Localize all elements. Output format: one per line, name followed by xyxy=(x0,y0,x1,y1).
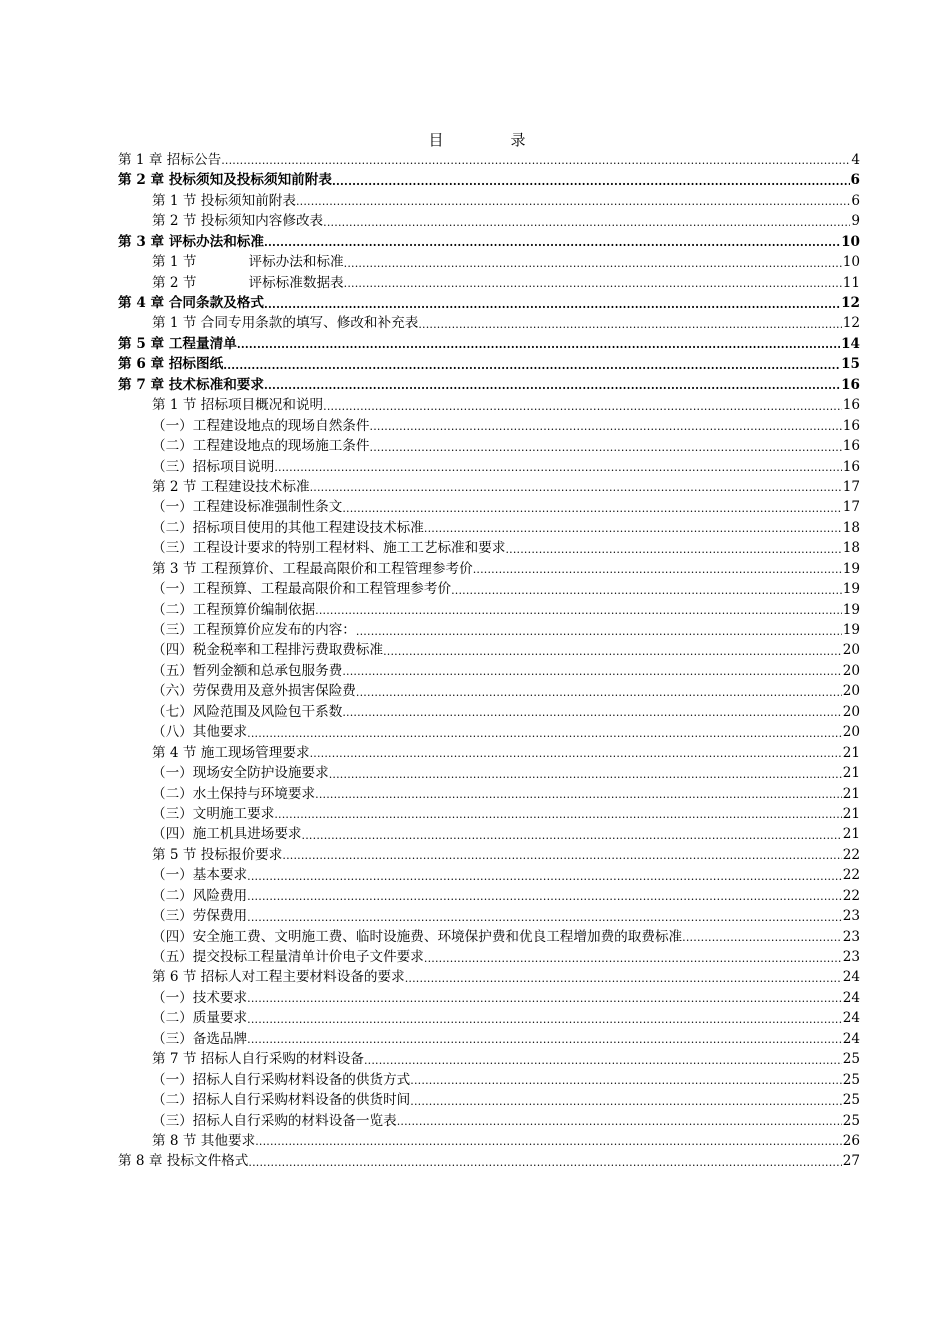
toc-dot-leader xyxy=(282,847,841,865)
toc-dot-leader xyxy=(247,990,842,1008)
toc-dot-leader xyxy=(310,479,842,497)
toc-entry[interactable] xyxy=(118,416,860,436)
toc-entry-label: （三）工程预算价应发布的内容： xyxy=(152,622,356,639)
toc-dot-leader xyxy=(418,316,841,334)
toc-entry-label: （五）提交投标工程量清单计价电子文件要求 xyxy=(152,949,424,966)
toc-entry-label: （一）招标人自行采购材料设备的供货方式 xyxy=(152,1071,411,1088)
toc-entry-label: （二）招标项目使用的其他工程建设技术标准 xyxy=(152,519,424,536)
toc-entry[interactable] xyxy=(118,886,860,906)
toc-entry-label: （一）现场安全防护设施要求 xyxy=(152,765,329,782)
toc-page-number: 18 xyxy=(842,519,860,536)
toc-entry[interactable] xyxy=(118,497,860,517)
toc-dot-leader xyxy=(397,1113,842,1131)
toc-entry-label: 第 7 节 招标人自行采购的材料设备 xyxy=(152,1051,364,1068)
toc-entry[interactable] xyxy=(118,252,860,272)
toc-page-number: 21 xyxy=(842,744,860,761)
toc-entry-label: （二）质量要求 xyxy=(152,1010,248,1027)
toc-entry-label: 第 1 节 投标须知前附表 xyxy=(152,192,296,209)
toc-page-number: 6 xyxy=(851,192,860,209)
toc-entry-label: 第 2 章 投标须知及投标须知前附表 xyxy=(118,172,332,189)
toc-entry[interactable] xyxy=(118,743,860,763)
toc-page-number: 23 xyxy=(842,949,860,966)
toc-entry-label: 第 5 章 工程量清单 xyxy=(118,335,237,352)
toc-dot-leader xyxy=(342,704,841,722)
toc-entry[interactable] xyxy=(118,477,860,497)
toc-dot-leader xyxy=(310,745,842,763)
toc-dot-leader xyxy=(302,827,842,845)
toc-page-number: 19 xyxy=(842,581,860,598)
toc-dot-leader xyxy=(342,663,841,681)
toc-dot-leader xyxy=(344,255,842,273)
toc-dot-leader xyxy=(329,766,842,784)
toc-dot-leader xyxy=(274,806,841,824)
toc-entry-label: 第 3 节 工程预算价、工程最高限价和工程管理参考价 xyxy=(152,560,473,577)
toc-page-number: 25 xyxy=(842,1051,860,1068)
toc-entry-label: 第 3 章 评标办法和标准 xyxy=(118,233,264,250)
toc-dot-leader xyxy=(682,929,842,947)
toc-entry-label: （一）工程建设标准强制性条文 xyxy=(152,499,343,516)
toc-entry-label: （一）工程建设地点的现场自然条件 xyxy=(152,417,370,434)
toc-dot-leader xyxy=(247,909,842,927)
toc-entry-label: （七）风险范围及风险包干系数 xyxy=(152,703,343,720)
toc-entry-label: 第 2 节 评标标准数据表 xyxy=(152,274,344,291)
toc-page-number: 26 xyxy=(842,1132,860,1149)
toc-dot-leader xyxy=(424,520,842,538)
toc-entry-label: 第 8 章 投标文件格式 xyxy=(118,1153,249,1170)
toc-entry[interactable] xyxy=(118,375,860,395)
toc-entry-label: 第 1 节 评标办法和标准 xyxy=(152,254,344,271)
toc-entry-label: 第 8 节 其他要求 xyxy=(152,1132,256,1149)
toc-dot-leader xyxy=(247,1011,842,1029)
table-of-contents xyxy=(118,150,860,1172)
toc-entry[interactable] xyxy=(118,293,860,313)
toc-page-number: 6 xyxy=(850,172,860,189)
toc-entry-label: 第 2 节 工程建设技术标准 xyxy=(152,478,310,495)
toc-entry-label: 第 6 章 招标图纸 xyxy=(118,356,224,373)
toc-page-number: 21 xyxy=(842,785,860,802)
toc-page-number: 19 xyxy=(842,560,860,577)
toc-entry[interactable] xyxy=(118,1090,860,1110)
toc-entry[interactable] xyxy=(118,1131,860,1151)
toc-entry-label: 第 1 章 招标公告 xyxy=(118,151,222,168)
toc-dot-leader xyxy=(255,1133,842,1151)
toc-entry-label: 第 2 节 投标须知内容修改表 xyxy=(152,213,324,230)
toc-entry[interactable] xyxy=(118,600,860,620)
toc-page-number: 23 xyxy=(842,928,860,945)
toc-entry[interactable] xyxy=(118,436,860,456)
toc-entry[interactable] xyxy=(118,906,860,926)
toc-entry[interactable] xyxy=(118,579,860,599)
toc-entry[interactable] xyxy=(118,1111,860,1131)
toc-entry-label: （三）招标项目说明 xyxy=(152,458,275,475)
toc-dot-leader xyxy=(370,418,842,436)
toc-page-number: 20 xyxy=(842,683,860,700)
toc-entry[interactable] xyxy=(118,702,860,722)
toc-dot-leader xyxy=(332,173,850,191)
toc-entry-label: 第 4 章 合同条款及格式 xyxy=(118,295,264,312)
toc-page-number: 24 xyxy=(842,969,860,986)
toc-dot-leader xyxy=(505,541,841,559)
toc-dot-leader xyxy=(264,377,840,395)
toc-page-number: 16 xyxy=(841,376,860,393)
toc-page-number: 23 xyxy=(842,908,860,925)
toc-dot-leader xyxy=(364,1052,842,1070)
toc-page-number: 24 xyxy=(842,1010,860,1027)
toc-entry-label: 第 5 节 投标报价要求 xyxy=(152,846,283,863)
toc-entry[interactable] xyxy=(118,314,860,334)
toc-entry[interactable] xyxy=(118,784,860,804)
toc-dot-leader xyxy=(383,643,842,661)
toc-dot-leader xyxy=(247,725,842,743)
toc-dot-leader xyxy=(315,602,842,620)
toc-entry-label: 第 4 节 施工现场管理要求 xyxy=(152,744,310,761)
toc-dot-leader xyxy=(370,439,842,457)
toc-entry-label: （一）基本要求 xyxy=(152,867,248,884)
toc-dot-leader xyxy=(424,950,842,968)
toc-dot-leader xyxy=(405,970,842,988)
toc-entry[interactable] xyxy=(118,620,860,640)
toc-entry-label: （四）税金税率和工程排污费取费标准 xyxy=(152,642,384,659)
toc-entry-label: （二）风险费用 xyxy=(152,887,248,904)
toc-entry[interactable] xyxy=(118,395,860,415)
toc-page-number: 16 xyxy=(842,438,860,455)
toc-entry-label: （三）备选品牌 xyxy=(152,1030,248,1047)
toc-page-number: 20 xyxy=(842,662,860,679)
toc-entry[interactable] xyxy=(118,191,860,211)
toc-dot-leader xyxy=(247,888,842,906)
toc-entry-label: 第 6 节 招标人对工程主要材料设备的要求 xyxy=(152,969,405,986)
toc-entry[interactable] xyxy=(118,804,860,824)
toc-page-number: 24 xyxy=(842,1030,860,1047)
toc-page-number: 19 xyxy=(842,601,860,618)
toc-entry-label: （四）施工机具进场要求 xyxy=(152,826,302,843)
toc-page-number: 15 xyxy=(841,356,860,373)
toc-dot-leader xyxy=(247,868,842,886)
toc-dot-leader xyxy=(410,1093,841,1111)
toc-entry[interactable] xyxy=(118,1070,860,1090)
toc-entry[interactable] xyxy=(118,150,860,170)
toc-page-number: 20 xyxy=(842,703,860,720)
toc-entry-label: 第 1 节 招标项目概况和说明 xyxy=(152,397,324,414)
toc-entry[interactable] xyxy=(118,354,860,374)
toc-entry[interactable] xyxy=(118,845,860,865)
toc-entry[interactable] xyxy=(118,1008,860,1028)
toc-page-number: 25 xyxy=(842,1092,860,1109)
toc-page-number: 24 xyxy=(842,989,860,1006)
toc-page-number: 22 xyxy=(842,867,860,884)
toc-entry[interactable] xyxy=(118,232,860,252)
toc-entry-label: （三）劳保费用 xyxy=(152,908,248,925)
toc-page-number: 10 xyxy=(841,233,860,250)
toc-dot-leader xyxy=(264,296,840,314)
toc-page-number: 22 xyxy=(842,846,860,863)
toc-entry[interactable] xyxy=(118,1029,860,1049)
toc-entry[interactable] xyxy=(118,559,860,579)
toc-entry-label: （二）工程建设地点的现场施工条件 xyxy=(152,438,370,455)
toc-entry[interactable] xyxy=(118,1151,860,1171)
toc-page-number: 25 xyxy=(842,1112,860,1129)
toc-entry-label: （一）技术要求 xyxy=(152,989,248,1006)
toc-page-number: 9 xyxy=(851,213,860,230)
toc-dot-leader xyxy=(451,582,842,600)
toc-title: 目 录 xyxy=(428,131,552,149)
toc-entry-label: 第 1 节 合同专用条款的填写、修改和补充表 xyxy=(152,315,419,332)
toc-dot-leader xyxy=(247,1031,842,1049)
toc-dot-leader xyxy=(323,214,850,232)
toc-page-number: 21 xyxy=(842,765,860,782)
toc-entry[interactable] xyxy=(118,273,860,293)
toc-page-number: 27 xyxy=(842,1153,860,1170)
toc-page-number: 25 xyxy=(842,1071,860,1088)
toc-page-number: 18 xyxy=(842,540,860,557)
toc-entry[interactable] xyxy=(118,538,860,558)
toc-page-number: 16 xyxy=(842,397,860,414)
toc-page-number: 19 xyxy=(842,622,860,639)
toc-entry[interactable] xyxy=(118,518,860,538)
toc-entry[interactable] xyxy=(118,968,860,988)
toc-entry[interactable] xyxy=(118,641,860,661)
toc-dot-leader xyxy=(356,623,842,641)
toc-page-number: 16 xyxy=(842,417,860,434)
toc-page-number: 17 xyxy=(842,499,860,516)
toc-page-number: 21 xyxy=(842,826,860,843)
toc-page-number: 16 xyxy=(842,458,860,475)
toc-entry[interactable] xyxy=(118,170,860,190)
toc-page-number: 20 xyxy=(842,642,860,659)
toc-page-number: 4 xyxy=(851,151,860,168)
toc-entry-label: （三）招标人自行采购的材料设备一览表 xyxy=(152,1112,397,1129)
toc-dot-leader xyxy=(274,459,841,477)
toc-dot-leader xyxy=(223,357,840,375)
toc-dot-leader xyxy=(221,152,850,170)
toc-page-number: 11 xyxy=(842,274,860,291)
toc-dot-leader xyxy=(237,336,840,354)
toc-entry[interactable] xyxy=(118,927,860,947)
toc-entry[interactable] xyxy=(118,1049,860,1069)
toc-entry[interactable] xyxy=(118,988,860,1008)
toc-dot-leader xyxy=(296,193,850,211)
toc-entry[interactable] xyxy=(118,457,860,477)
toc-entry[interactable] xyxy=(118,211,860,231)
toc-entry-label: （五）暂列金额和总承包服务费 xyxy=(152,662,343,679)
toc-entry[interactable] xyxy=(118,681,860,701)
toc-page-number: 10 xyxy=(842,254,860,271)
toc-entry-label: （三）工程设计要求的特别工程材料、施工工艺标准和要求 xyxy=(152,540,506,557)
toc-entry-label: （二）招标人自行采购材料设备的供货时间 xyxy=(152,1092,411,1109)
toc-dot-leader xyxy=(315,786,842,804)
toc-page-number: 12 xyxy=(841,295,860,312)
toc-entry[interactable] xyxy=(118,334,860,354)
toc-page-number: 22 xyxy=(842,887,860,904)
toc-dot-leader xyxy=(264,234,840,252)
toc-entry[interactable] xyxy=(118,865,860,885)
toc-entry[interactable] xyxy=(118,722,860,742)
toc-entry[interactable] xyxy=(118,763,860,783)
toc-dot-leader xyxy=(473,561,842,579)
toc-entry-label: （一）工程预算、工程最高限价和工程管理参考价 xyxy=(152,581,452,598)
toc-page-number: 21 xyxy=(842,805,860,822)
toc-dot-leader xyxy=(410,1072,841,1090)
toc-entry[interactable] xyxy=(118,661,860,681)
toc-entry-label: （四）安全施工费、文明施工费、临时设施费、环境保护费和优良工程增加费的取费标准 xyxy=(152,928,683,945)
toc-entry[interactable] xyxy=(118,824,860,844)
toc-entry-label: （二）工程预算价编制依据 xyxy=(152,601,316,618)
toc-dot-leader xyxy=(344,275,842,293)
toc-page-number: 17 xyxy=(842,478,860,495)
toc-entry-label: （三）文明施工要求 xyxy=(152,805,275,822)
toc-page-number: 20 xyxy=(842,724,860,741)
toc-page-number: 12 xyxy=(842,315,860,332)
toc-dot-leader xyxy=(342,500,841,518)
toc-entry-label: （二）水土保持与环境要求 xyxy=(152,785,316,802)
toc-entry-label: （六）劳保费用及意外损害保险费 xyxy=(152,683,356,700)
toc-dot-leader xyxy=(323,398,842,416)
toc-page-number: 14 xyxy=(841,335,860,352)
toc-dot-leader xyxy=(356,684,842,702)
toc-entry-label: （八）其他要求 xyxy=(152,724,248,741)
toc-entry-label: 第 7 章 技术标准和要求 xyxy=(118,376,264,393)
toc-entry[interactable] xyxy=(118,947,860,967)
toc-dot-leader xyxy=(248,1154,841,1172)
